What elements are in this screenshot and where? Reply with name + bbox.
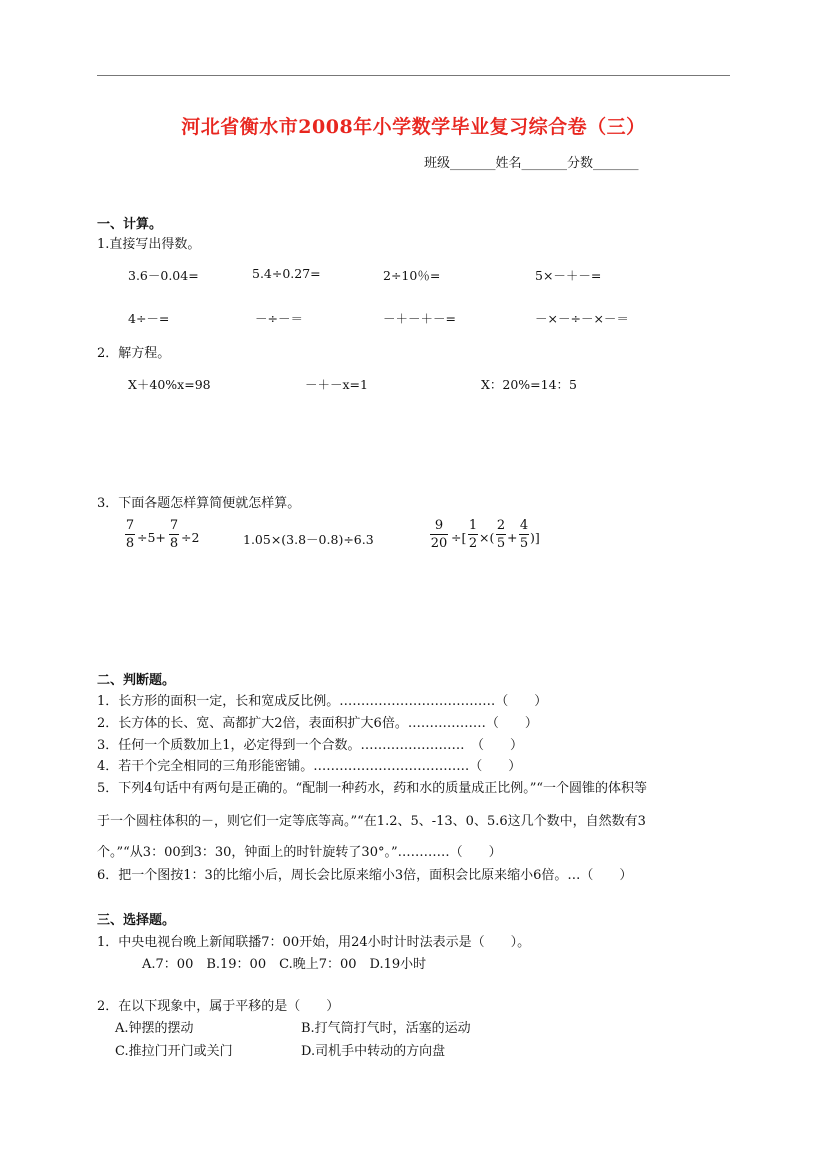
denominator: 2	[468, 536, 478, 551]
q1-item: 5×－＋－=	[535, 268, 602, 283]
fraction-bar	[430, 534, 448, 535]
denominator: 5	[519, 536, 529, 551]
judge-item: 6．把一个图按1：3的比缩小后，周长会比原来缩小3倍，面积会比原来缩小6倍。…（ ）	[97, 868, 633, 883]
q1-item: 2÷10％=	[383, 268, 441, 283]
numerator: 2	[496, 518, 506, 533]
denominator: 20	[430, 536, 448, 551]
fraction	[496, 518, 506, 551]
numerator: 1	[468, 518, 478, 533]
expr-part: ÷5+	[137, 530, 166, 545]
q2-label: 2．解方程。	[97, 346, 171, 361]
fraction	[125, 518, 135, 551]
judge-item-continued: 个。”“从3：00到3：30，钟面上的时针旋转了30°。”…………（ ）	[97, 845, 502, 860]
choice-question: 2．在以下现象中，属于平移的是（ ）	[97, 999, 340, 1014]
page-title: 河北省衡水市2008年小学数学毕业复习综合卷（三）	[181, 116, 646, 138]
judge-item: 5．下列4句话中有两句是正确的。“配制一种药水，药和水的质量成正比例。”“一个圆锥的体积等	[97, 781, 647, 796]
equation-item: X：20%=14：5	[481, 377, 578, 392]
numerator: 7	[169, 518, 179, 533]
expr-part: ÷[	[451, 530, 467, 545]
choice-option: C.推拉门开门或关门	[115, 1044, 233, 1059]
expr-part: +	[507, 530, 518, 545]
choice-question: 1．中央电视台晚上新闻联播7：00开始，用24小时计时法表示是（ ）。	[97, 935, 531, 950]
numerator: 7	[125, 518, 135, 533]
expr-part: )]	[530, 530, 540, 545]
fraction	[430, 518, 448, 551]
q1-item: －×－÷－×－＝	[535, 311, 629, 326]
fraction-bar	[496, 534, 506, 535]
fraction-bar	[519, 534, 529, 535]
equation-item: X＋40%x=98	[128, 377, 211, 392]
choice-options: A.7：00 B.19：00 C.晚上7：00 D.19小时	[142, 957, 427, 972]
numerator: 9	[434, 518, 444, 533]
q3-label: 3．下面各题怎样算简便就怎样算。	[97, 496, 301, 511]
fraction	[519, 518, 529, 551]
judge-item-continued: 于一个圆柱体积的－，则它们一定等底等高。”“在1.2、5、-13、0、5.6这几个数中，自然数有3	[97, 814, 646, 829]
q1-item: 3.6－0.04=	[128, 268, 199, 283]
expr-part: ×(	[479, 530, 495, 545]
q1-item: －÷－＝	[255, 311, 303, 326]
numerator: 4	[519, 518, 529, 533]
header-rule	[97, 75, 730, 76]
denominator: 8	[125, 536, 135, 551]
equation-item: －＋－x=1	[305, 377, 368, 392]
q1-item: －＋－＋－=	[383, 311, 456, 326]
judge-item: 3．任何一个质数加上1，必定得到一个合数。…………………… （ ）	[97, 738, 524, 753]
choice-option: B.打气筒打气时，活塞的运动	[301, 1021, 471, 1036]
fraction-bar	[125, 534, 135, 535]
judge-item: 4．若干个完全相同的三角形能密铺。………………………………（ ）	[97, 759, 522, 774]
denominator: 8	[169, 536, 179, 551]
choice-option: D.司机手中转动的方向盘	[301, 1044, 446, 1059]
expr-part: ÷2	[181, 530, 200, 545]
q1-item: 4÷－=	[128, 311, 170, 326]
expr-item: 1.05×(3.8－0.8)÷6.3	[243, 532, 374, 547]
section3-heading: 三、选择题。	[97, 913, 176, 928]
student-info-line: 班级_______姓名_______分数_______	[424, 156, 639, 171]
choice-option: A.钟摆的摆动	[115, 1021, 194, 1036]
fraction	[468, 518, 478, 551]
q1-item: 5.4÷0.27=	[252, 266, 321, 281]
fraction-bar	[169, 534, 179, 535]
q1-label: 1.直接写出得数。	[97, 237, 201, 252]
denominator: 5	[496, 536, 506, 551]
section1-heading: 一、计算。	[97, 217, 163, 232]
fraction	[169, 518, 179, 551]
judge-item: 2．长方体的长、宽、高都扩大2倍，表面积扩大6倍。………………（ ）	[97, 716, 538, 731]
judge-item: 1．长方形的面积一定，长和宽成反比例。………………………………（ ）	[97, 694, 548, 709]
section2-heading: 二、判断题。	[97, 673, 176, 688]
fraction-bar	[468, 534, 478, 535]
